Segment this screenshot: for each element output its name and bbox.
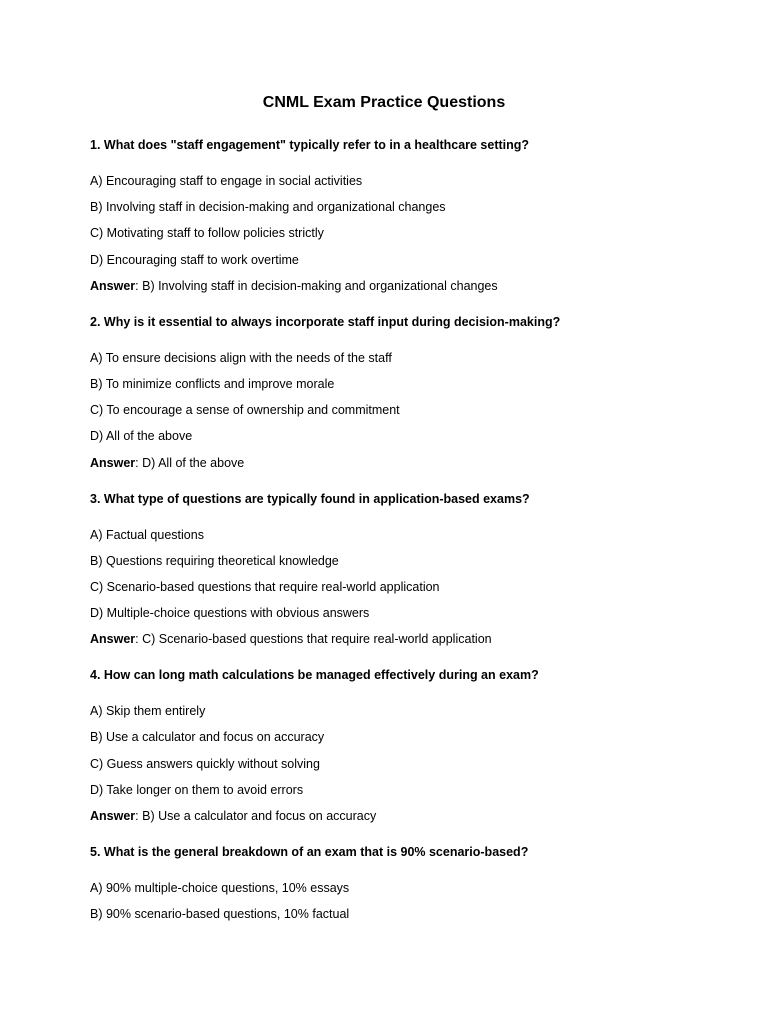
- correct-answer: [90, 454, 710, 472]
- answer-text: : B) Use a calculator and focus on accuracy: [135, 809, 377, 823]
- answer-option: D) Take longer on them to avoid errors: [90, 782, 304, 797]
- document-title: CNML Exam Practice Questions: [262, 94, 506, 111]
- answer-label: Answer: [90, 632, 136, 647]
- questions-list: [90, 136, 710, 931]
- answer-option: B) Involving staff in decision-making and organizational changes: [90, 200, 446, 215]
- answer-option: C) Motivating staff to follow policies strictly: [90, 226, 324, 241]
- correct-answer: [90, 807, 710, 825]
- answer-option: C) To encourage a sense of ownership and commitment: [90, 403, 400, 418]
- answer-label: Answer: [90, 809, 136, 823]
- correct-answer: [90, 630, 710, 648]
- answer-label: Answer: [90, 455, 136, 470]
- answer-option: A) To ensure decisions align with the needs of the staff: [90, 350, 392, 365]
- question-block: [90, 313, 710, 472]
- question-text: 4. How can long math calculations be managed effectively during an exam?: [90, 668, 539, 683]
- answer-option: B) To minimize conflicts and improve morale: [90, 376, 335, 391]
- answer-option: A) Skip them entirely: [90, 704, 206, 719]
- question-text: 2. Why is it essential to always incorporate staff input during decision-making?: [90, 314, 561, 329]
- answer-option: B) Use a calculator and focus on accuracy: [90, 730, 325, 745]
- question-text: 3. What type of questions are typically found in application-based exams?: [90, 491, 530, 506]
- answer-text: : B) Involving staff in decision-making and organizational changes: [135, 278, 498, 293]
- answer-label: Answer: [90, 278, 136, 293]
- answer-option: D) Multiple-choice questions with obvious answers: [90, 606, 370, 621]
- answer-option: B) Questions requiring theoretical knowledge: [90, 553, 339, 568]
- question-block: [90, 136, 710, 295]
- answer-option: D) Encouraging staff to work overtime: [90, 252, 299, 267]
- question-block: [90, 843, 710, 923]
- question-block: [90, 666, 710, 825]
- question-text: 5. What is the general breakdown of an exam that is 90% scenario-based?: [90, 845, 529, 859]
- answer-option: A) 90% multiple-choice questions, 10% essays: [90, 881, 350, 895]
- correct-answer: [90, 277, 710, 295]
- answer-option: C) Guess answers quickly without solving: [90, 756, 320, 771]
- answer-option: C) Scenario-based questions that require real-world application: [90, 579, 440, 594]
- answer-option: A) Factual questions: [90, 527, 204, 542]
- answer-option: A) Encouraging staff to engage in social activities: [90, 174, 363, 188]
- answer-text: : D) All of the above: [135, 455, 245, 470]
- question-block: [90, 490, 710, 649]
- answer-text: : C) Scenario-based questions that require real-world application: [135, 632, 492, 647]
- answer-option: B) 90% scenario-based questions, 10% factual: [90, 907, 350, 922]
- question-text: 1. What does "staff engagement" typically refer to in a healthcare setting?: [90, 138, 530, 152]
- answer-option: D) All of the above: [90, 429, 193, 444]
